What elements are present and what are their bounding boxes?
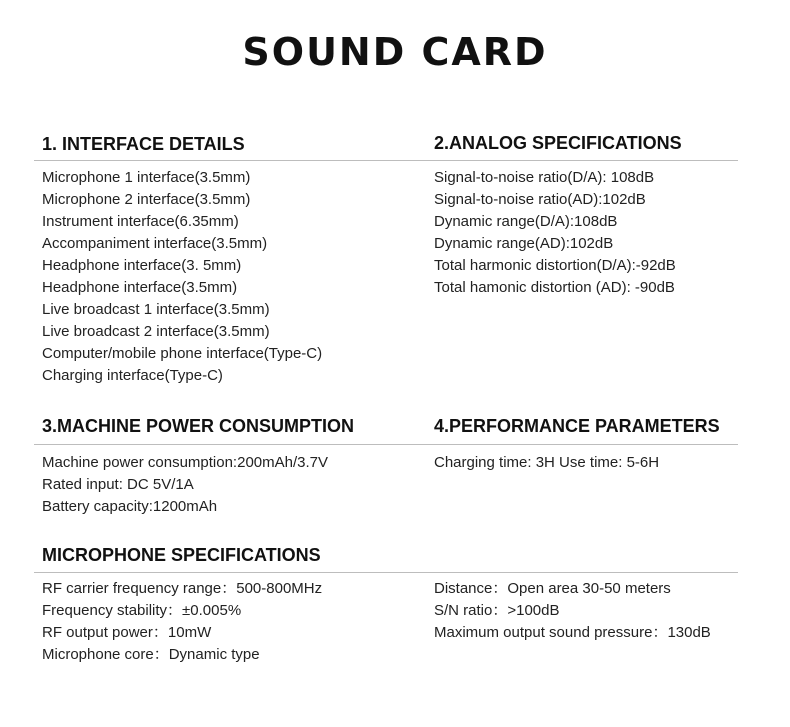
microphone-specifications-heading: MICROPHONE SPECIFICATIONS [42,545,321,565]
section-divider [34,572,738,573]
spec-item: Microphone 2 interface(3.5mm) [42,191,251,208]
interface-details-list [42,167,322,387]
spec-item: S/N ratio：>100dB [434,602,560,619]
spec-item: Headphone interface(3.5mm) [42,279,238,296]
interface-details-heading: 1. INTERFACE DETAILS [42,134,245,154]
spec-item: Total hamonic distortion (AD): -90dB [434,279,675,296]
spec-item: Computer/mobile phone interface(Type-C) [42,345,323,362]
spec-item: Live broadcast 1 interface(3.5mm) [42,301,270,318]
spec-item: Rated input: DC 5V/1A [42,476,194,493]
spec-item: Maximum output sound pressure：130dB [434,624,711,641]
spec-item: Distance：Open area 30-50 meters [434,580,671,597]
page-title: SOUND CARD [242,30,548,74]
spec-item: Headphone interface(3. 5mm) [42,257,242,274]
spec-item: Charging interface(Type-C) [42,367,223,384]
spec-item: Signal-to-noise ratio(D/A): 108dB [434,169,655,186]
section-divider [34,160,738,161]
analog-specifications-heading: 2.ANALOG SPECIFICATIONS [434,133,682,153]
spec-item: RF output power：10mW [42,624,212,641]
spec-item: Frequency stability：±0.005% [42,602,242,619]
spec-item: Charging time: 3H Use time: 5-6H [434,454,660,471]
microphone-specifications-right-list [434,578,711,644]
spec-item: Live broadcast 2 interface(3.5mm) [42,323,270,340]
power-consumption-list [42,452,328,518]
performance-parameters-heading: 4.PERFORMANCE PARAMETERS [434,416,720,436]
spec-item: Accompaniment interface(3.5mm) [42,235,268,252]
performance-parameters-list [434,452,659,474]
spec-item: RF carrier frequency range：500-800MHz [42,580,323,597]
spec-item: Microphone core：Dynamic type [42,646,260,663]
spec-item: Instrument interface(6.35mm) [42,213,239,230]
spec-item: Dynamic range(D/A):108dB [434,213,618,230]
spec-item: Total harmonic distortion(D/A):-92dB [434,257,676,274]
spec-item: Microphone 1 interface(3.5mm) [42,169,251,186]
analog-specifications-list [434,167,676,299]
microphone-specifications-left-list [42,578,322,666]
spec-item: Signal-to-noise ratio(AD):102dB [434,191,646,208]
power-consumption-heading: 3.MACHINE POWER CONSUMPTION [42,416,355,436]
spec-item: Battery capacity:1200mAh [42,498,218,515]
spec-item: Dynamic range(AD):102dB [434,235,614,252]
spec-item: Machine power consumption:200mAh/3.7V [42,454,328,471]
section-divider [34,444,738,445]
